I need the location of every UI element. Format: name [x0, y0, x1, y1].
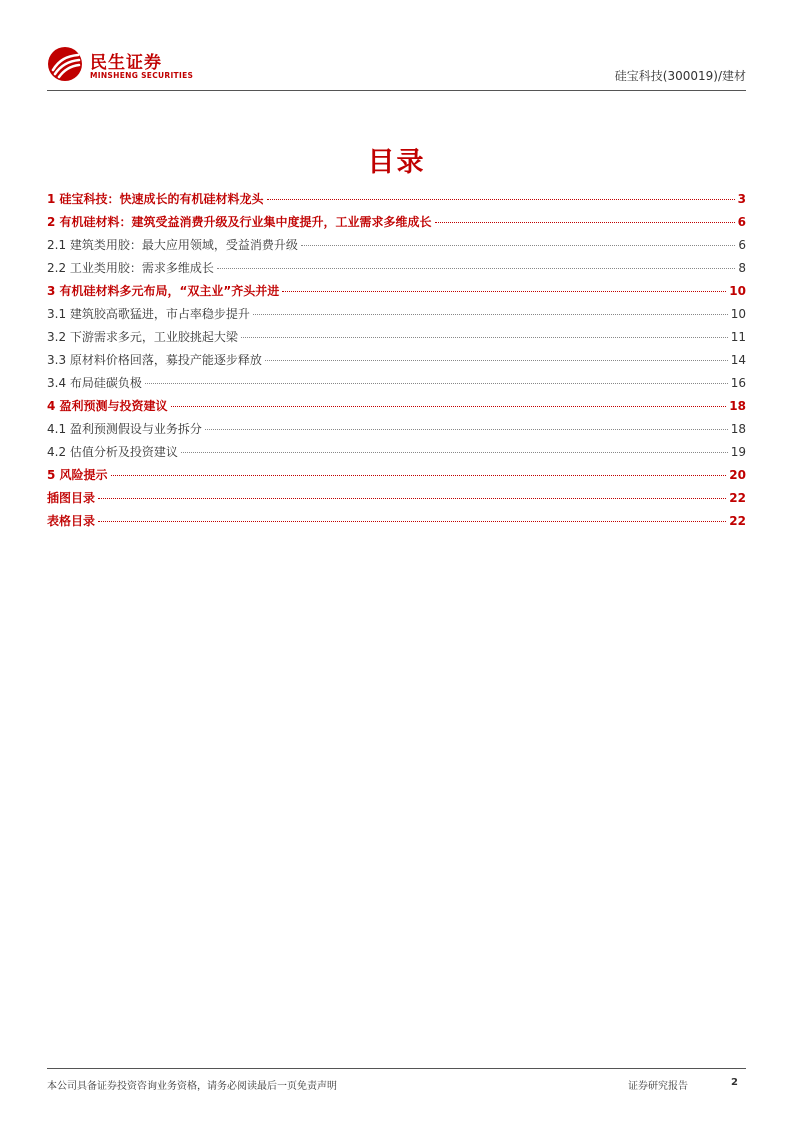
toc-dot-leader [205, 429, 728, 430]
toc-entry[interactable] [47, 418, 746, 441]
toc-entry-page: 18 [730, 422, 746, 436]
toc-dot-leader [181, 452, 728, 453]
table-of-contents [47, 188, 746, 533]
toc-dot-leader [282, 291, 726, 292]
disclaimer-note: 本公司具备证券投资咨询业务资格，请务必阅读最后一页免责声明 [47, 1081, 337, 1092]
toc-entry-page: 3 [737, 192, 746, 206]
toc-entry-page: 19 [730, 445, 746, 459]
toc-dot-leader [98, 498, 726, 499]
toc-entry-label: 3.2 下游需求多元，工业胶挑起大梁 [47, 330, 238, 344]
toc-entry-page: 8 [738, 261, 746, 275]
toc-dot-leader [217, 268, 735, 269]
toc-entry-page: 20 [729, 468, 746, 482]
toc-entry-page: 22 [729, 491, 746, 505]
toc-entry-label: 4 盈利预测与投资建议 [47, 399, 168, 413]
toc-entry[interactable] [47, 464, 746, 487]
toc-entry-label: 3.3 原材料价格回落，募投产能逐步释放 [47, 353, 262, 367]
toc-entry-page: 10 [729, 284, 746, 298]
toc-entry-label: 2 有机硅材料：建筑受益消费升级及行业集中度提升，工业需求多维成长 [47, 215, 432, 229]
toc-dot-leader [253, 314, 728, 315]
toc-entry[interactable] [47, 372, 746, 395]
logo-chinese-name: 民生证券 [90, 53, 162, 73]
toc-entry[interactable] [47, 510, 746, 533]
toc-dot-leader [267, 199, 735, 200]
toc-entry-page: 11 [730, 330, 746, 344]
logo-english-name: MINSHENG SECURITIES [90, 71, 194, 80]
toc-dot-leader [301, 245, 735, 246]
toc-entry-label: 3 有机硅材料多元布局，“双主业”齐头并进 [47, 284, 280, 298]
toc-dot-leader [265, 360, 728, 361]
toc-entry[interactable] [47, 303, 746, 326]
toc-entry-page: 6 [737, 215, 746, 229]
toc-entry-page: 18 [729, 399, 746, 413]
toc-dot-leader [98, 521, 726, 522]
toc-entry-label: 1 硅宝科技：快速成长的有机硅材料龙头 [47, 192, 264, 206]
toc-entry-page: 16 [730, 376, 746, 390]
toc-dot-leader [171, 406, 727, 407]
toc-entry[interactable] [47, 280, 746, 303]
page-number: 2 [731, 1077, 738, 1088]
toc-entry[interactable] [47, 326, 746, 349]
toc-entry-page: 10 [730, 307, 746, 321]
page-title: 目录 [367, 147, 426, 178]
toc-entry[interactable] [47, 257, 746, 280]
toc-entry-label: 3.4 布局硅碳负极 [47, 376, 142, 390]
toc-entry[interactable] [47, 234, 746, 257]
toc-dot-leader [145, 383, 728, 384]
toc-entry-label: 2.1 建筑类用胶：最大应用领域，受益消费升级 [47, 238, 298, 252]
report-subject: 硅宝科技(300019)/建材 [614, 69, 746, 83]
toc-dot-leader [241, 337, 728, 338]
toc-entry-label: 5 风险提示 [47, 468, 108, 482]
toc-entry-label: 4.2 估值分析及投资建议 [47, 445, 178, 459]
toc-dot-leader [435, 222, 735, 223]
toc-entry-page: 14 [730, 353, 746, 367]
toc-entry[interactable] [47, 395, 746, 418]
toc-entry[interactable] [47, 211, 746, 234]
toc-entry-label: 3.1 建筑胶高歌猛进，市占率稳步提升 [47, 307, 250, 321]
page-footer [47, 1068, 746, 1093]
toc-entry[interactable] [47, 349, 746, 372]
toc-entry-label: 表格目录 [47, 514, 96, 528]
report-type: 证券研究报告 [628, 1081, 688, 1092]
toc-dot-leader [111, 475, 727, 476]
toc-entry[interactable] [47, 441, 746, 464]
toc-entry[interactable] [47, 487, 746, 510]
toc-entry-label: 2.2 工业类用胶：需求多维成长 [47, 261, 214, 275]
toc-entry[interactable] [47, 188, 746, 211]
minsheng-logo-icon [47, 46, 83, 82]
page-header [47, 40, 746, 91]
toc-entry-page: 22 [729, 514, 746, 528]
toc-entry-page: 6 [738, 238, 746, 252]
toc-entry-label: 插图目录 [47, 491, 96, 505]
toc-entry-label: 4.1 盈利预测假设与业务拆分 [47, 422, 202, 436]
